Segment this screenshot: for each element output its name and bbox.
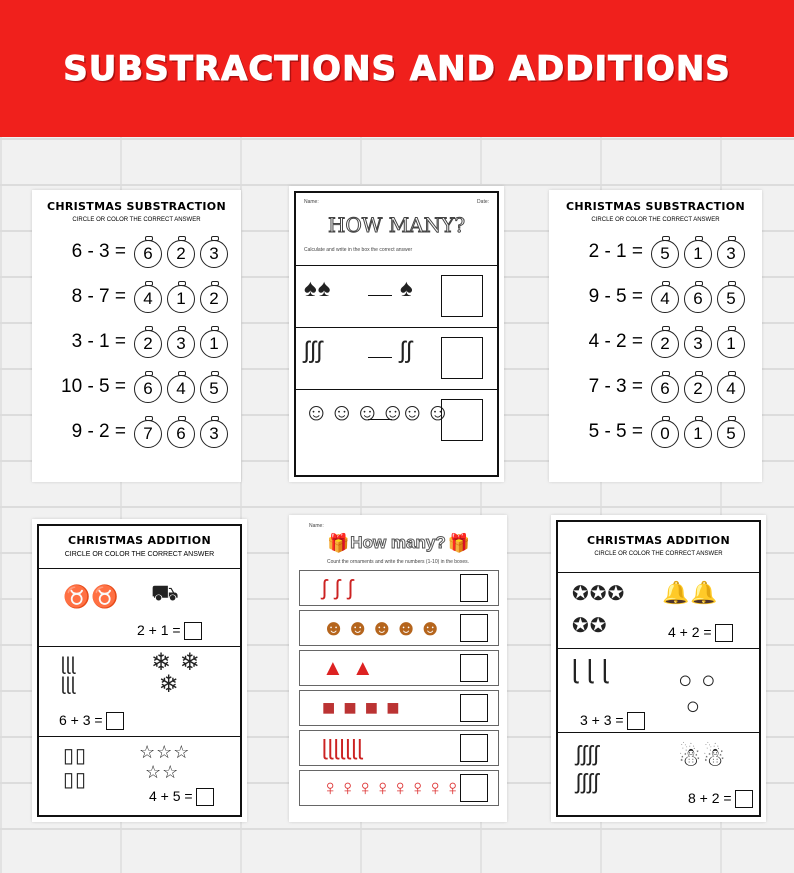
ornament-answer-option[interactable] [200, 371, 230, 403]
equation-row [32, 274, 241, 319]
worksheet-title: How many? [350, 533, 446, 552]
ornament-answer-option[interactable] [684, 416, 714, 448]
worksheet-subtraction-2 [549, 190, 762, 482]
bell-icon: 🔔🔔 [662, 580, 719, 605]
answer-number: 5 [651, 240, 679, 268]
answer-number: 4 [651, 285, 679, 313]
ornament-answer-option[interactable] [200, 281, 230, 313]
snowflake-icon: ❄ ❄ ❄ [151, 649, 201, 698]
instruction: Count the ornaments and write the numbers (1-10) in the boxes. [326, 559, 470, 565]
name-label: Name: [304, 199, 319, 205]
equation: 6 - 3 = [71, 240, 126, 262]
answer-number: 5 [717, 285, 745, 313]
ornament-answer-option[interactable] [684, 281, 714, 313]
snowman-icon: ☃☃ [678, 742, 727, 772]
answer-number: 6 [134, 240, 162, 268]
ornament-answer-option[interactable] [134, 236, 164, 268]
answer-box[interactable] [460, 774, 488, 802]
count-row [299, 690, 499, 726]
ornament-answer-option[interactable] [167, 236, 197, 268]
answer-number: 1 [717, 330, 745, 358]
equation: 4 - 2 = [588, 330, 643, 352]
equation-row [32, 364, 241, 409]
ornament-answer-option[interactable] [651, 416, 681, 448]
answer-box[interactable] [460, 614, 488, 642]
gingerbread-icon: ☻☻☻☻☻ [322, 615, 443, 640]
equation-row [549, 364, 762, 409]
present-icon: ■ ■ ■ ■ [322, 695, 401, 720]
answer-number: 1 [684, 420, 712, 448]
date-label: Date: [477, 199, 489, 205]
ornament-answer-option[interactable] [200, 416, 230, 448]
ornament-answer-option[interactable] [684, 326, 714, 358]
reindeer-icon: ♉♉ [63, 584, 120, 609]
answer-number: 2 [167, 240, 195, 268]
worksheet-addition-1 [32, 519, 247, 822]
answer-number: 6 [134, 375, 162, 403]
answer-box[interactable] [460, 654, 488, 682]
count-row [299, 610, 499, 646]
candy-cane-icon: ʃʃʃ [304, 337, 323, 364]
equation: 5 - 5 = [588, 420, 643, 442]
sum: 6 + 3 = [59, 712, 124, 730]
worksheet-title: CHRISTMAS ADDITION [587, 534, 730, 547]
equation-row [32, 319, 241, 364]
sum: 3 + 3 = [580, 712, 645, 730]
equation-row [549, 229, 762, 274]
candy-cane-icon: ʃ ʃ ʃ [322, 575, 354, 600]
answer-box[interactable] [441, 275, 483, 317]
equation: 10 - 5 = [61, 375, 126, 397]
equation-row [32, 409, 241, 454]
sum: 4 + 5 = [149, 788, 214, 806]
santa-hat-icon: ▲ ▲ [322, 655, 375, 680]
worksheet-how-many-1 [289, 186, 504, 482]
stocking-icon: ɭɭɭɭɭɭɭ [322, 735, 364, 760]
worksheet-subtitle: CIRCLE OR COLOR THE CORRECT ANSWER [72, 217, 201, 223]
ornament-answer-option[interactable] [134, 416, 164, 448]
answer-box[interactable] [441, 399, 483, 441]
equation: 9 - 2 = [71, 420, 126, 442]
worksheet-subtitle: CIRCLE OR COLOR THE CORRECT ANSWER [594, 551, 723, 557]
equation-row [32, 229, 241, 274]
count-row [299, 570, 499, 606]
sleigh-icon: ⛟ [151, 580, 180, 605]
equation-list [32, 229, 241, 454]
ornament-answer-option[interactable] [134, 371, 164, 403]
tree-icon: ♠ [400, 275, 414, 302]
instruction: Calculate and write in the box the correct answer [304, 247, 413, 253]
minus-sign [368, 419, 392, 420]
ornament-icon: ○ ○ ○ [678, 667, 717, 720]
minus-sign [368, 295, 392, 296]
worksheet-subtitle: CIRCLE OR COLOR THE CORRECT ANSWER [64, 551, 215, 558]
ornament-answer-option[interactable] [134, 326, 164, 358]
ornament-answer-option[interactable] [167, 326, 197, 358]
worksheet-addition-2 [551, 515, 766, 822]
elf-icon: ☺☺☺☺ [304, 399, 407, 426]
answer-number: 5 [200, 375, 228, 403]
answer-number: 2 [134, 330, 162, 358]
ornament-answer-option[interactable] [200, 326, 230, 358]
count-row [299, 730, 499, 766]
sum: 2 + 1 = [137, 622, 202, 640]
answer-number: 4 [717, 375, 745, 403]
candy-cane-icon: ʃʃ [400, 337, 413, 364]
ornament-answer-option[interactable] [717, 326, 747, 358]
answer-number: 7 [134, 420, 162, 448]
ornament-answer-option[interactable] [684, 371, 714, 403]
answer-number: 4 [134, 285, 162, 313]
count-row [299, 650, 499, 686]
worksheet-title: CHRISTMAS ADDITION [68, 534, 211, 547]
gift-icon: 🎁 [447, 533, 471, 553]
answer-number: 2 [684, 375, 712, 403]
ornament-answer-option[interactable] [167, 416, 197, 448]
answer-number: 3 [200, 420, 228, 448]
ornament-answer-option[interactable] [651, 326, 681, 358]
answer-number: 1 [167, 285, 195, 313]
equation: 8 - 7 = [71, 285, 126, 307]
equation-list [549, 229, 762, 454]
equation-row [549, 274, 762, 319]
worksheet-title: CHRISTMAS SUBSTRACTION [566, 200, 745, 213]
ornament-answer-option[interactable] [651, 371, 681, 403]
answer-number: 2 [200, 285, 228, 313]
wreath-icon: ✪✪✪ ✪✪ [572, 583, 626, 637]
gift-icon: 🎁 [327, 533, 351, 553]
ornament-answer-option[interactable] [651, 236, 681, 268]
ornament-answer-option[interactable] [684, 236, 714, 268]
equation: 2 - 1 = [588, 240, 643, 262]
sum: 8 + 2 = [688, 790, 753, 808]
sum: 4 + 2 = [668, 624, 733, 642]
answer-number: 1 [684, 240, 712, 268]
answer-number: 1 [200, 330, 228, 358]
worksheet-subtraction-1 [32, 190, 241, 482]
answer-number: 6 [651, 375, 679, 403]
tree-icon: ♠♠ [304, 275, 332, 302]
answer-box[interactable] [196, 788, 214, 806]
ornament-answer-option[interactable] [717, 281, 747, 313]
answer-box[interactable] [627, 712, 645, 730]
answer-box[interactable] [460, 574, 488, 602]
worksheet-title: CHRISTMAS SUBSTRACTION [47, 200, 226, 213]
answer-number: 3 [717, 240, 745, 268]
ornament-answer-option[interactable] [134, 281, 164, 313]
candle-icon: ▯▯ ▯▯ [63, 745, 88, 791]
equation: 7 - 3 = [588, 375, 643, 397]
equation: 9 - 5 = [588, 285, 643, 307]
ornament-answer-option[interactable] [717, 371, 747, 403]
ornament-answer-option[interactable] [651, 281, 681, 313]
title-banner [0, 0, 794, 137]
answer-number: 5 [717, 420, 745, 448]
ornament-answer-option[interactable] [717, 416, 747, 448]
answer-number: 2 [651, 330, 679, 358]
answer-box[interactable] [460, 734, 488, 762]
worksheet-subtitle: CIRCLE OR COLOR THE CORRECT ANSWER [591, 217, 720, 223]
answer-box[interactable] [715, 624, 733, 642]
equation: 3 - 1 = [71, 330, 126, 352]
answer-number: 0 [651, 420, 679, 448]
equation-row [549, 319, 762, 364]
answer-number: 3 [167, 330, 195, 358]
stocking-icon: ɭɭɭ ɭɭɭ [61, 654, 76, 694]
answer-number: 3 [684, 330, 712, 358]
banner-title: SUBSTRACTIONS AND ADDITIONS [63, 48, 731, 89]
star-icon: ☆☆☆ ☆☆ [139, 742, 191, 782]
name-label: Name: [309, 523, 324, 529]
stocking-icon: ɭ ɭ ɭ [572, 654, 609, 684]
equation-row [549, 409, 762, 454]
answer-number: 6 [167, 420, 195, 448]
ornament-answer-option[interactable] [167, 371, 197, 403]
candy-cane-icon: ʃʃʃʃ ʃʃʃʃ [576, 741, 600, 794]
answer-number: 3 [200, 240, 228, 268]
answer-box[interactable] [184, 622, 202, 640]
answer-number: 4 [167, 375, 195, 403]
count-row [299, 770, 499, 806]
answer-box[interactable] [735, 790, 753, 808]
worksheet-how-many-2 [289, 515, 507, 822]
ornament-answer-option[interactable] [167, 281, 197, 313]
answer-number: 6 [684, 285, 712, 313]
answer-box[interactable] [460, 694, 488, 722]
worksheet-title: HOW MANY? [327, 213, 466, 237]
ornament-answer-option[interactable] [717, 236, 747, 268]
answer-box[interactable] [441, 337, 483, 379]
answer-box[interactable] [106, 712, 124, 730]
ornament-answer-option[interactable] [200, 236, 230, 268]
elf-icon: ☺☺ [400, 399, 452, 426]
minus-sign [368, 357, 392, 358]
lollipop-icon: ♀♀♀♀♀♀♀♀ [322, 775, 462, 800]
name-date-row [296, 193, 497, 205]
